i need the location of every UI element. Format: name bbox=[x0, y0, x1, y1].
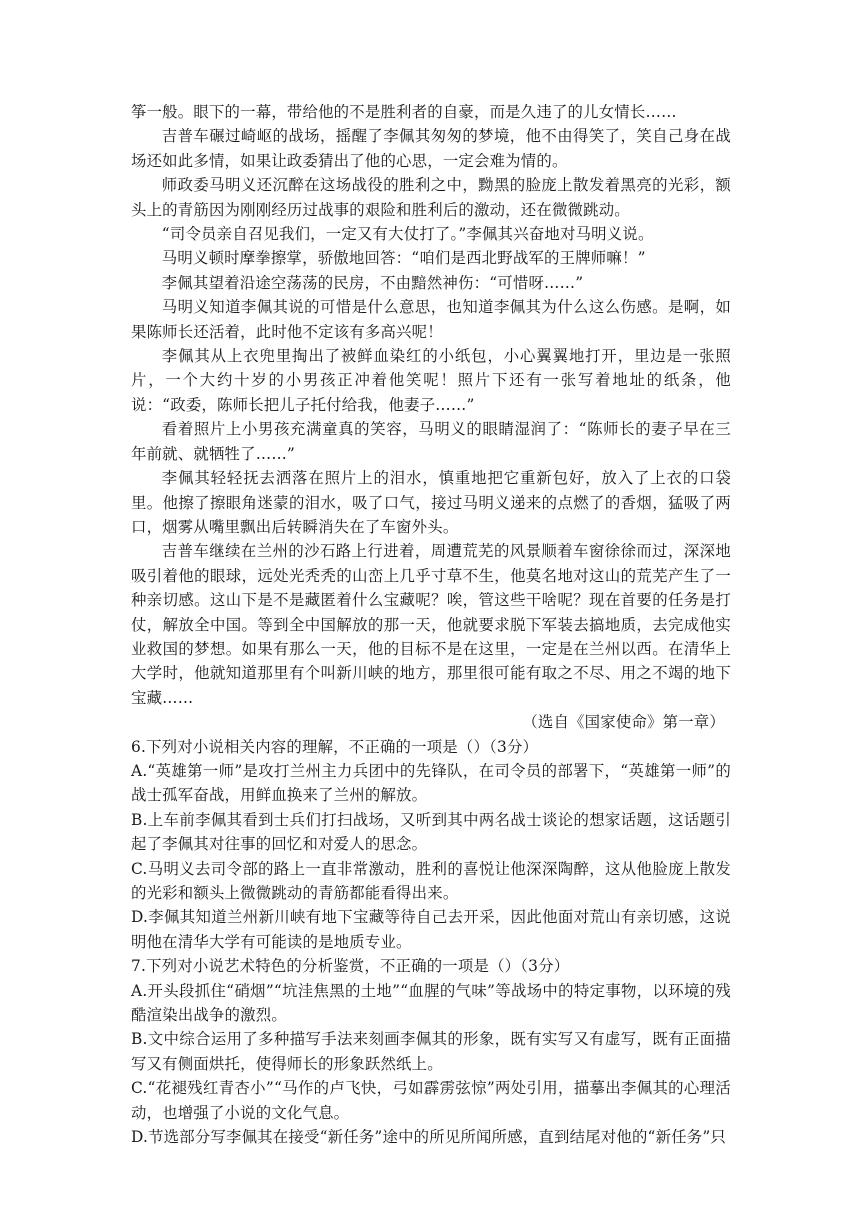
story-paragraph: 李佩其轻轻抚去洒落在照片上的泪水，慎重地把它重新包好，放入了上衣的口袋里。他擦了擦眼角迷蒙的泪水，吸了口气，接过马明义递来的点燃了的香烟，猛吸了两口，烟雾从嘴里飘出后转瞬消失在了车窗外头。 bbox=[131, 469, 731, 536]
story-paragraph: “司令员亲自召见我们，一定又有大仗打了。”李佩其兴奋地对马明义说。 bbox=[161, 225, 654, 244]
question-6-option-c: C.马明义去司令部的路上一直非常激动，胜利的喜悦让他深深陶醉，这从他脸庞上散发的光彩和额头上微微跳动的青筋都能看得出来。 bbox=[131, 859, 731, 902]
question-7-option-d: D.节选部分写李佩其在接受“新任务”途中的所见所闻所感，直到结尾对他的“新任务”只 bbox=[131, 1128, 727, 1147]
question-7-stem: 7.下列对小说艺术特色的分析鉴赏，不正确的一项是（）（3分） bbox=[131, 957, 570, 976]
story-paragraph: 看着照片上小男孩充满童真的笑容，马明义的眼睛湿润了：“陈师长的妻子早在三年前就、就牺牲了……” bbox=[131, 420, 731, 463]
story-paragraph: 马明义顿时摩拳擦掌，骄傲地回答：“咱们是西北野战军的王牌师嘛！” bbox=[161, 249, 646, 268]
story-paragraph: 李佩其望着沿途空荡荡的民房，不由黯然神伤：“可惜呀……” bbox=[161, 273, 584, 292]
document-page bbox=[131, 100, 731, 1149]
story-paragraph: 师政委马明义还沉醉在这场战役的胜利之中，黝黑的脸庞上散发着黑亮的光彩，额头上的青筋因为刚刚经历过战事的艰险和胜利后的激动，还在微微跳动。 bbox=[131, 176, 731, 219]
question-6-option-b: B.上车前李佩其看到士兵们打扫战场，又听到其中两名战士谈论的想家话题，这话题引起了李佩其对往事的回忆和对爱人的思念。 bbox=[131, 810, 731, 854]
question-7-option-b: B.文中综合运用了多种描写手法来刻画李佩其的形象，既有实写又有虚写，既有正面描写又有侧面烘托，使得师长的形象跃然纸上。 bbox=[131, 1030, 731, 1073]
source-citation: （选自《国家使命》第一章） bbox=[522, 713, 725, 732]
story-paragraph: 李佩其从上衣兜里掏出了被鲜血染红的小纸包，小心翼翼地打开，里边是一张照片，一个大约十岁的小男孩正冲着他笑呢！照片下还有一张写着地址的纸条，他说：“政委，陈师长把儿子托付给我，他妻子……” bbox=[131, 347, 731, 414]
story-paragraph: 筝一般。眼下的一幕，带给他的不是胜利者的自豪，而是久违了的儿女情长…… bbox=[131, 103, 677, 121]
question-6-option-a: A.“英雄第一师”是攻打兰州主力兵团中的先锋队，在司令员的部署下，“英雄第一师”的战士孤军奋战，用鲜血换来了兰州的解放。 bbox=[131, 761, 731, 805]
story-paragraph: 吉普车碾过崎岖的战场，摇醒了李佩其匆匆的梦境，他不由得笑了，笑自己身在战场还如此多情，如果让政委猜出了他的心思，一定会难为情的。 bbox=[131, 127, 731, 170]
question-7-option-a: A.开头段抓住“硝烟”“坑洼焦黑的土地”“血腥的气味”等战场中的特定事物，以环境的残酷渲染出战争的激烈。 bbox=[131, 981, 731, 1025]
story-paragraph: 马明义知道李佩其说的可惜是什么意思，也知道李佩其为什么这么伤感。是啊，如果陈师长还活着，此时他不定该有多高兴呢！ bbox=[131, 298, 731, 341]
story-paragraph: 吉普车继续在兰州的沙石路上行进着，周遭荒芜的风景顺着车窗徐徐而过，深深地吸引着他的眼球，远处光秃秃的山峦上几乎寸草不生，他莫名地对这山的荒芜产生了一种亲切感。这山下是不是藏匿着什么宝藏呢？唉，管这些干啥呢？现在首要的任务是打仗，解放全中国。等到全中国解放的那一天，他就要求脱下军装去搞地质，去完成他实业救国的梦想。如果有那么一天，他的目标不是在这里，一定是在兰州以西。在清华上大学时，他就知道那里有个叫新川峡的地方，那里很可能有取之不尽、用之不竭的地下宝藏…… bbox=[131, 542, 731, 707]
question-7-option-c: C.“花褪残红青杏小”“马作的卢飞快，弓如霹雳弦惊”两处引用，描摹出李佩其的心理活动，也增强了小说的文化气息。 bbox=[131, 1079, 731, 1122]
question-6-stem: 6.下列对小说相关内容的理解，不正确的一项是（）（3分） bbox=[131, 737, 539, 756]
question-6-option-d: D.李佩其知道兰州新川峡有地下宝藏等待自己去开采，因此他面对荒山有亲切感，这说明他在清华大学有可能读的是地质专业。 bbox=[131, 908, 731, 951]
